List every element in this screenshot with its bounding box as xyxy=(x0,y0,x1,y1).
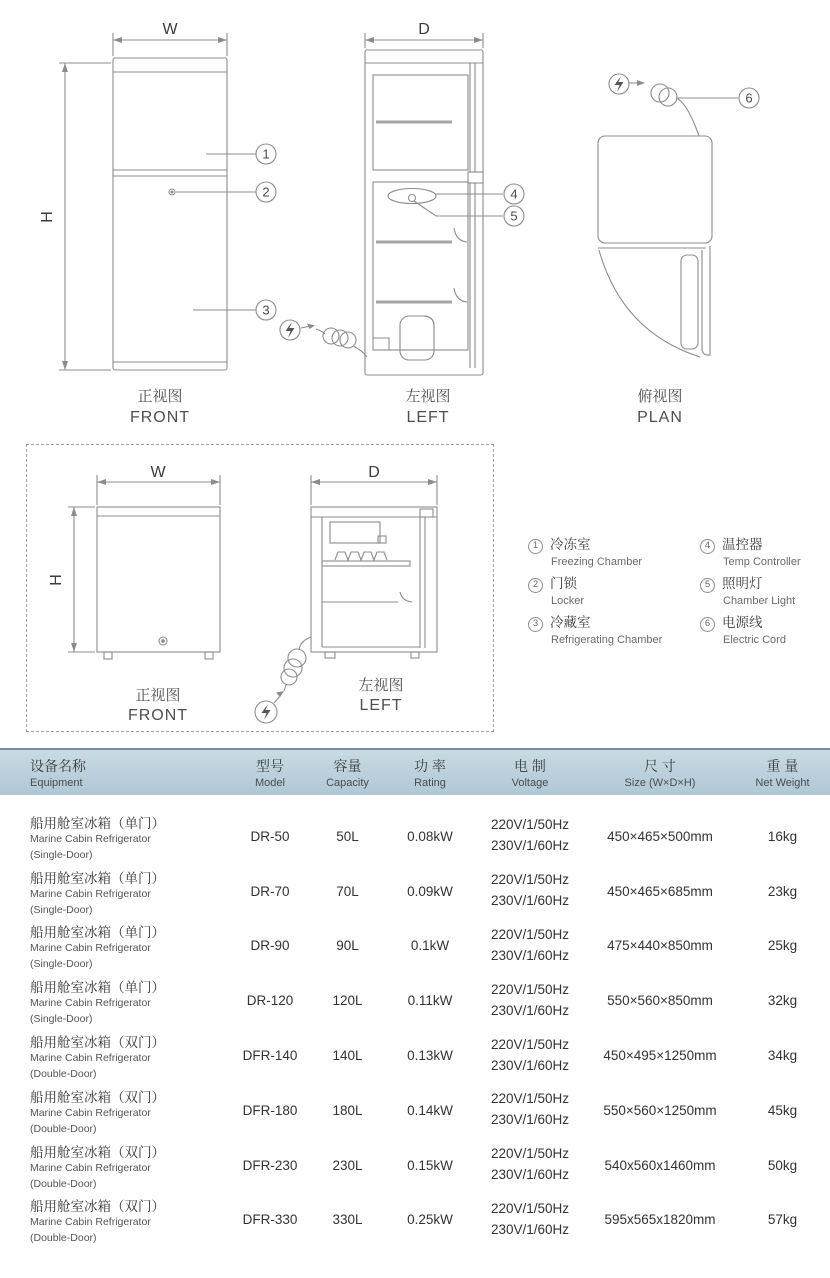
equipment-name-cn: 船用舱室冰箱（双门） xyxy=(30,1089,165,1105)
model-cell: DFR-140 xyxy=(242,1048,298,1064)
equipment-door-type: (Double-Door) xyxy=(30,1177,97,1190)
equipment-door-type: (Single-Door) xyxy=(30,1013,93,1026)
voltage-cell xyxy=(475,1035,585,1077)
weight-cell: 45kg xyxy=(767,1102,798,1118)
plan-view-drawing xyxy=(598,80,738,357)
dim-w-label: W xyxy=(162,21,178,38)
equipment-door-type: (Double-Door) xyxy=(30,1122,97,1135)
plan-view-label-en: PLAN xyxy=(637,409,683,426)
power-plug-icon xyxy=(609,74,629,94)
legend-label-en: Temp Controller xyxy=(723,556,801,569)
dim-w-label: W xyxy=(150,464,166,481)
capacity-cell: 140L xyxy=(332,1048,363,1064)
plan-view-label-cn: 俯视图 xyxy=(637,388,683,405)
legend-item xyxy=(528,575,700,614)
legend-label-cn: 温控器 xyxy=(722,537,763,552)
col-header-weight: 重 量 Net Weight xyxy=(755,758,810,789)
front-view-label-cn: 正视图 xyxy=(137,388,183,405)
voltage-50hz: 220V/1/50Hz xyxy=(490,872,570,888)
top-diagram xyxy=(0,0,830,437)
table-row xyxy=(0,864,830,919)
voltage-cell xyxy=(475,925,585,967)
callout-5: 5 xyxy=(510,208,518,224)
left-view-small-label-cn: 左视图 xyxy=(358,677,404,694)
equipment-name-en: Marine Cabin Refrigerator xyxy=(30,1216,151,1229)
table-row xyxy=(0,1083,830,1138)
legend-item xyxy=(700,614,828,653)
voltage-60hz: 230V/1/60Hz xyxy=(490,838,570,854)
capacity-cell: 230L xyxy=(332,1157,363,1173)
model-cell: DR-120 xyxy=(246,993,294,1009)
table-row xyxy=(0,1193,830,1248)
legend-label-en: Locker xyxy=(551,595,585,608)
table-row xyxy=(0,809,830,864)
table-row xyxy=(0,1138,830,1193)
left-view-label-en: LEFT xyxy=(406,409,450,426)
legend-label-cn: 门锁 xyxy=(550,576,577,591)
voltage-cell xyxy=(475,870,585,912)
voltage-50hz: 220V/1/50Hz xyxy=(490,1201,570,1217)
callout-1: 1 xyxy=(262,146,270,162)
size-cell: 475×440×850mm xyxy=(607,938,713,954)
equipment-name-en: Marine Cabin Refrigerator xyxy=(30,1106,151,1119)
voltage-60hz: 230V/1/60Hz xyxy=(490,1057,570,1073)
callout-2: 2 xyxy=(262,184,270,200)
legend-label-cn: 电源线 xyxy=(722,615,763,630)
equipment-cell xyxy=(0,1086,230,1135)
weight-cell: 25kg xyxy=(767,938,798,954)
legend-label-en: Refrigerating Chamber xyxy=(551,634,663,647)
voltage-50hz: 220V/1/50Hz xyxy=(490,981,570,997)
dim-h-label: H xyxy=(48,574,65,586)
rating-cell: 0.25kW xyxy=(407,1212,453,1228)
voltage-cell xyxy=(475,1089,585,1131)
size-cell: 550×560×850mm xyxy=(607,993,713,1009)
left-view-small-drawing xyxy=(281,475,437,691)
col-header-model: 型号 Model xyxy=(255,758,285,789)
equipment-cell xyxy=(0,1141,230,1190)
weight-cell: 16kg xyxy=(767,828,798,844)
equipment-name-cn: 船用舱室冰箱（单门） xyxy=(30,925,165,941)
size-cell: 450×465×685mm xyxy=(607,883,713,899)
equipment-name-cn: 船用舱室冰箱（单门） xyxy=(30,870,165,886)
size-cell: 450×465×500mm xyxy=(607,828,713,844)
equipment-cell xyxy=(0,812,230,861)
rating-cell: 0.11kW xyxy=(407,993,453,1009)
table-row xyxy=(0,973,830,1028)
legend-item xyxy=(528,536,700,575)
legend-label-en: Electric Cord xyxy=(723,634,786,647)
equipment-door-type: (Single-Door) xyxy=(30,958,93,971)
table-row xyxy=(0,1028,830,1083)
table-row xyxy=(0,919,830,974)
front-view-small-drawing xyxy=(68,475,220,659)
equipment-cell xyxy=(0,867,230,916)
dim-d-label: D xyxy=(368,464,380,481)
weight-cell: 50kg xyxy=(767,1157,798,1173)
weight-cell: 32kg xyxy=(767,993,798,1009)
front-view-drawing xyxy=(59,33,256,370)
front-view-small-label-cn: 正视图 xyxy=(135,687,181,704)
left-view-small-label-en: LEFT xyxy=(359,697,403,714)
legend-number-badge: 1 xyxy=(528,539,543,554)
col-header-voltage: 电 制 Voltage xyxy=(511,758,549,789)
capacity-cell: 330L xyxy=(332,1212,363,1228)
legend-number-badge: 4 xyxy=(700,539,715,554)
equipment-cell xyxy=(0,1031,230,1080)
legend-label-cn: 冷藏室 xyxy=(550,615,591,630)
bottom-diagram xyxy=(26,444,494,732)
voltage-60hz: 230V/1/60Hz xyxy=(490,1167,570,1183)
equipment-name-cn: 船用舱室冰箱（双门） xyxy=(30,1035,165,1051)
equipment-door-type: (Single-Door) xyxy=(30,903,93,916)
voltage-50hz: 220V/1/50Hz xyxy=(490,817,570,833)
legend-item xyxy=(700,575,828,614)
power-plug-icon xyxy=(255,691,284,723)
voltage-cell xyxy=(475,815,585,857)
equipment-name-cn: 船用舱室冰箱（单门） xyxy=(30,815,165,831)
voltage-50hz: 220V/1/50Hz xyxy=(490,1091,570,1107)
equipment-name-en: Marine Cabin Refrigerator xyxy=(30,887,151,900)
dim-h-label: H xyxy=(39,211,56,223)
equipment-name-en: Marine Cabin Refrigerator xyxy=(30,832,151,845)
front-view-label-en: FRONT xyxy=(129,409,191,426)
voltage-60hz: 230V/1/60Hz xyxy=(490,1002,570,1018)
spec-table-header xyxy=(0,748,830,795)
equipment-name-cn: 船用舱室冰箱（单门） xyxy=(30,980,165,996)
voltage-50hz: 220V/1/50Hz xyxy=(490,1036,570,1052)
legend-number-badge: 3 xyxy=(528,617,543,632)
legend-label-en: Freezing Chamber xyxy=(551,556,643,569)
legend-number-badge: 5 xyxy=(700,578,715,593)
equipment-door-type: (Double-Door) xyxy=(30,1232,97,1245)
col-header-size: 尺 寸 Size (W×D×H) xyxy=(624,758,696,789)
col-header-rating: 功 率 Rating xyxy=(414,758,446,789)
rating-cell: 0.09kW xyxy=(407,883,453,899)
rating-cell: 0.14kW xyxy=(407,1102,453,1118)
capacity-cell: 50L xyxy=(336,828,359,844)
model-cell: DFR-330 xyxy=(242,1212,298,1228)
size-cell: 450×495×1250mm xyxy=(603,1048,717,1064)
voltage-60hz: 230V/1/60Hz xyxy=(490,947,570,963)
model-cell: DR-50 xyxy=(250,828,290,844)
weight-cell: 57kg xyxy=(767,1212,798,1228)
model-cell: DFR-230 xyxy=(242,1157,298,1173)
legend-number-badge: 2 xyxy=(528,578,543,593)
callout-3: 3 xyxy=(262,302,270,318)
legend-label-cn: 照明灯 xyxy=(722,576,763,591)
model-cell: DFR-180 xyxy=(242,1102,298,1118)
equipment-name-en: Marine Cabin Refrigerator xyxy=(30,942,151,955)
equipment-cell xyxy=(0,921,230,970)
dim-d-label: D xyxy=(418,21,430,38)
capacity-cell: 120L xyxy=(332,993,363,1009)
voltage-cell xyxy=(475,980,585,1022)
legend-item xyxy=(700,536,828,575)
legend-label-cn: 冷冻室 xyxy=(550,537,591,552)
voltage-60hz: 230V/1/60Hz xyxy=(490,1112,570,1128)
weight-cell: 23kg xyxy=(767,883,798,899)
front-view-small-label-en: FRONT xyxy=(127,707,189,724)
equipment-name-cn: 船用舱室冰箱（双门） xyxy=(30,1144,165,1160)
power-plug-icon xyxy=(280,320,367,357)
voltage-60hz: 230V/1/60Hz xyxy=(490,893,570,909)
equipment-cell xyxy=(0,1195,230,1244)
legend xyxy=(528,536,828,653)
col-header-equipment: 设备名称 Equipment xyxy=(30,758,86,789)
size-cell: 540x560x1460mm xyxy=(604,1157,716,1173)
rating-cell: 0.13kW xyxy=(407,1048,453,1064)
equipment-door-type: (Single-Door) xyxy=(30,848,93,861)
rating-cell: 0.1kW xyxy=(410,938,450,954)
capacity-cell: 180L xyxy=(332,1102,363,1118)
callout-6: 6 xyxy=(745,90,753,106)
model-cell: DR-90 xyxy=(250,938,290,954)
weight-cell: 34kg xyxy=(767,1048,798,1064)
rating-cell: 0.08kW xyxy=(407,828,453,844)
voltage-60hz: 230V/1/60Hz xyxy=(490,1221,570,1237)
capacity-cell: 90L xyxy=(336,938,359,954)
voltage-50hz: 220V/1/50Hz xyxy=(490,927,570,943)
left-view-label-cn: 左视图 xyxy=(405,388,451,405)
equipment-name-cn: 船用舱室冰箱（双门） xyxy=(30,1199,165,1215)
equipment-name-en: Marine Cabin Refrigerator xyxy=(30,1052,151,1065)
equipment-cell xyxy=(0,976,230,1025)
callout-badges xyxy=(256,88,759,320)
voltage-cell xyxy=(475,1144,585,1186)
legend-item xyxy=(528,614,700,653)
legend-number-badge: 6 xyxy=(700,617,715,632)
size-cell: 550×560×1250mm xyxy=(603,1102,717,1118)
rating-cell: 0.15kW xyxy=(407,1157,453,1173)
equipment-name-en: Marine Cabin Refrigerator xyxy=(30,997,151,1010)
equipment-name-en: Marine Cabin Refrigerator xyxy=(30,1161,151,1174)
size-cell: 595x565x1820mm xyxy=(604,1212,716,1228)
callout-4: 4 xyxy=(510,186,518,202)
spec-table xyxy=(0,748,830,1247)
voltage-50hz: 220V/1/50Hz xyxy=(490,1146,570,1162)
spec-table-body xyxy=(0,795,830,1247)
legend-label-en: Chamber Light xyxy=(723,595,796,608)
left-view-drawing xyxy=(365,33,503,375)
equipment-door-type: (Double-Door) xyxy=(30,1068,97,1081)
model-cell: DR-70 xyxy=(250,883,290,899)
col-header-capacity: 容量 Capacity xyxy=(326,758,369,789)
voltage-cell xyxy=(475,1199,585,1241)
capacity-cell: 70L xyxy=(336,883,359,899)
